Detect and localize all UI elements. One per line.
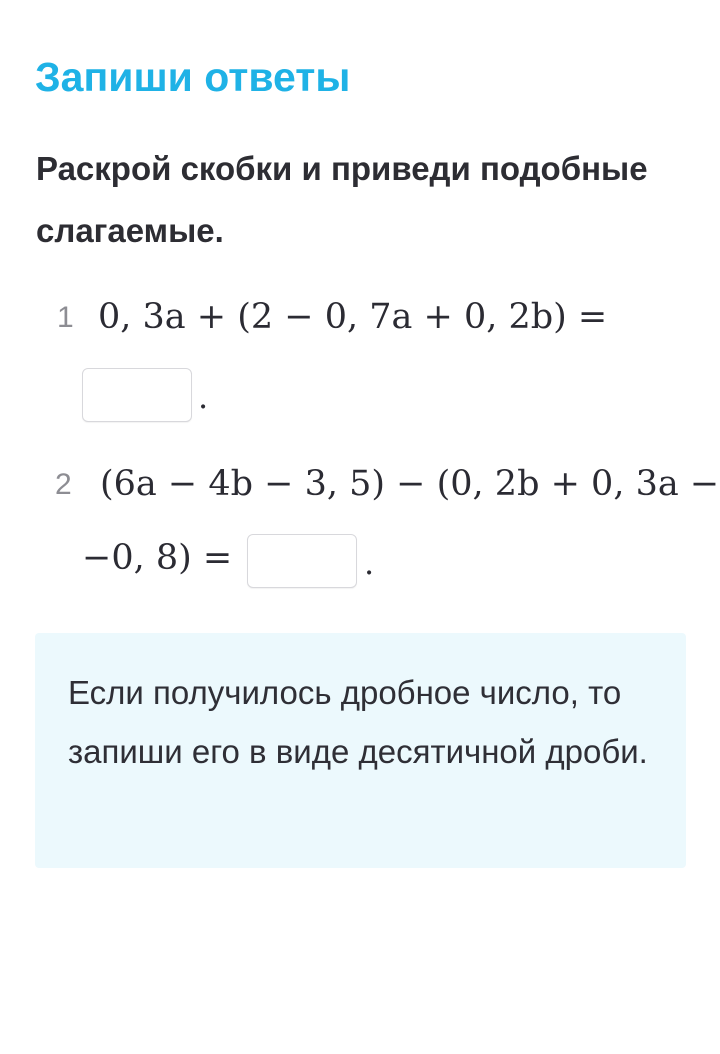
task-2-terminator: . bbox=[364, 544, 375, 582]
page-title: Запиши ответы bbox=[35, 54, 351, 100]
task-1-answer-input[interactable] bbox=[82, 368, 192, 422]
task-1-expression: 0, 3a + (2 − 0, 7a + 0, 2b) = bbox=[98, 297, 608, 337]
task-number-1: 1 bbox=[57, 301, 74, 334]
hint-box bbox=[35, 633, 686, 868]
hint-text: Если получилось дробное число, то запиши его в виде десятичной дроби. bbox=[68, 674, 648, 770]
task-number-2: 2 bbox=[55, 468, 72, 501]
task-2-answer-input[interactable] bbox=[247, 534, 357, 588]
task-instruction: Раскрой скобки и приведи подобные слагаемые. bbox=[36, 150, 648, 249]
task-2-expression-line-2: −0, 8) = bbox=[82, 538, 233, 578]
task-1-terminator: . bbox=[198, 378, 209, 416]
task-2-expression-line-1: (6a − 4b − 3, 5) − (0, 2b + 0, 3a − bbox=[100, 464, 720, 504]
